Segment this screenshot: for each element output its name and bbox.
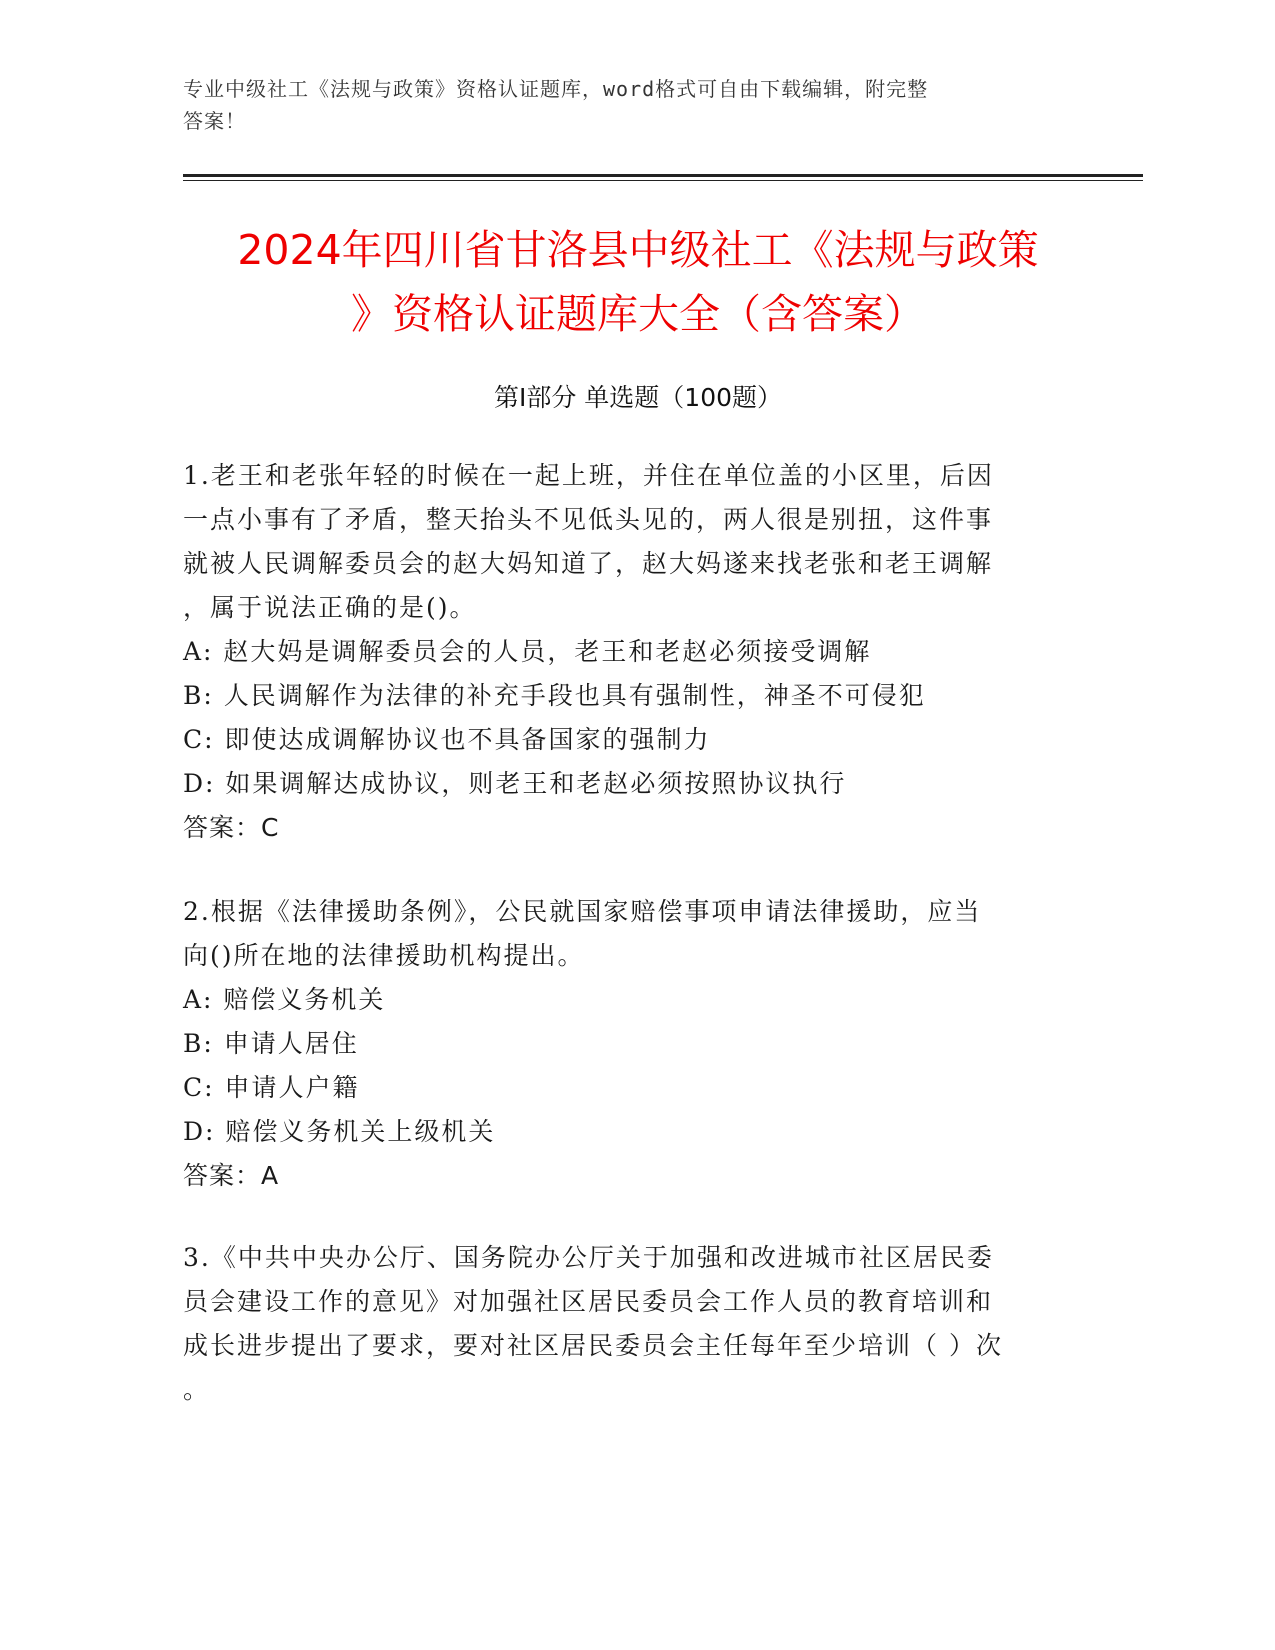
option-c: C: 即使达成调解协议也不具备国家的强制力 (183, 725, 711, 754)
question-block (183, 1236, 1083, 1412)
question-stem-line: ，属于说法正确的是()。 (183, 593, 477, 622)
header-note (183, 73, 1063, 137)
answer-line: 答案：A (183, 1161, 280, 1190)
answer-line: 答案：C (183, 813, 280, 842)
option-d: D: 如果调解达成协议，则老王和老赵必须按照协议执行 (183, 769, 847, 798)
question-stem-line: 1.老王和老张年轻的时候在一起上班，并住在单位盖的小区里，后因 (183, 461, 994, 490)
question-stem-line: 一点小事有了矛盾，整天抬头不见低头见的，两人很是别扭，这件事 (183, 505, 994, 534)
question-block (183, 890, 1083, 1198)
question-stem-line: 向()所在地的法律援助机构提出。 (183, 941, 585, 970)
header-note-line: 专业中级社工《法规与政策》资格认证题库，word格式可自由下载编辑，附完整 (183, 77, 929, 101)
option-d: D: 赔偿义务机关上级机关 (183, 1117, 496, 1146)
header-divider-thick (183, 174, 1143, 177)
question-stem-line: 成长进步提出了要求，要对社区居民委员会主任每年至少培训（ ）次 (183, 1331, 1003, 1360)
question-stem-line: 2.根据《法律援助条例》，公民就国家赔偿事项申请法律援助，应当 (183, 897, 982, 926)
question-stem-line: 员会建设工作的意见》对加强社区居民委员会工作人员的教育培训和 (183, 1287, 994, 1316)
option-b: B: 人民调解作为法律的补充手段也具有强制性，神圣不可侵犯 (183, 681, 926, 710)
document-title-line: 》资格认证题库大全（含答案） (351, 290, 925, 338)
header-note-line: 答案！ (183, 109, 246, 133)
document-title (183, 218, 1093, 346)
section-title: 第Ⅰ部分 单选题（100题） (493, 383, 783, 412)
option-b: B: 申请人居住 (183, 1029, 359, 1058)
document-title-line: 2024年四川省甘洛县中级社工《法规与政策 (237, 226, 1039, 274)
option-a: A: 赔偿义务机关 (183, 985, 386, 1014)
header-divider-thin (183, 180, 1143, 181)
question-stem-line: 。 (183, 1375, 211, 1404)
question-stem-line: 3.《中共中央办公厅、国务院办公厅关于加强和改进城市社区居民委 (183, 1243, 994, 1272)
question-stem-line: 就被人民调解委员会的赵大妈知道了，赵大妈遂来找老张和老王调解 (183, 549, 994, 578)
option-c: C: 申请人户籍 (183, 1073, 360, 1102)
option-a: A: 赵大妈是调解委员会的人员，老王和老赵必须接受调解 (183, 637, 872, 666)
question-block (183, 454, 1083, 850)
